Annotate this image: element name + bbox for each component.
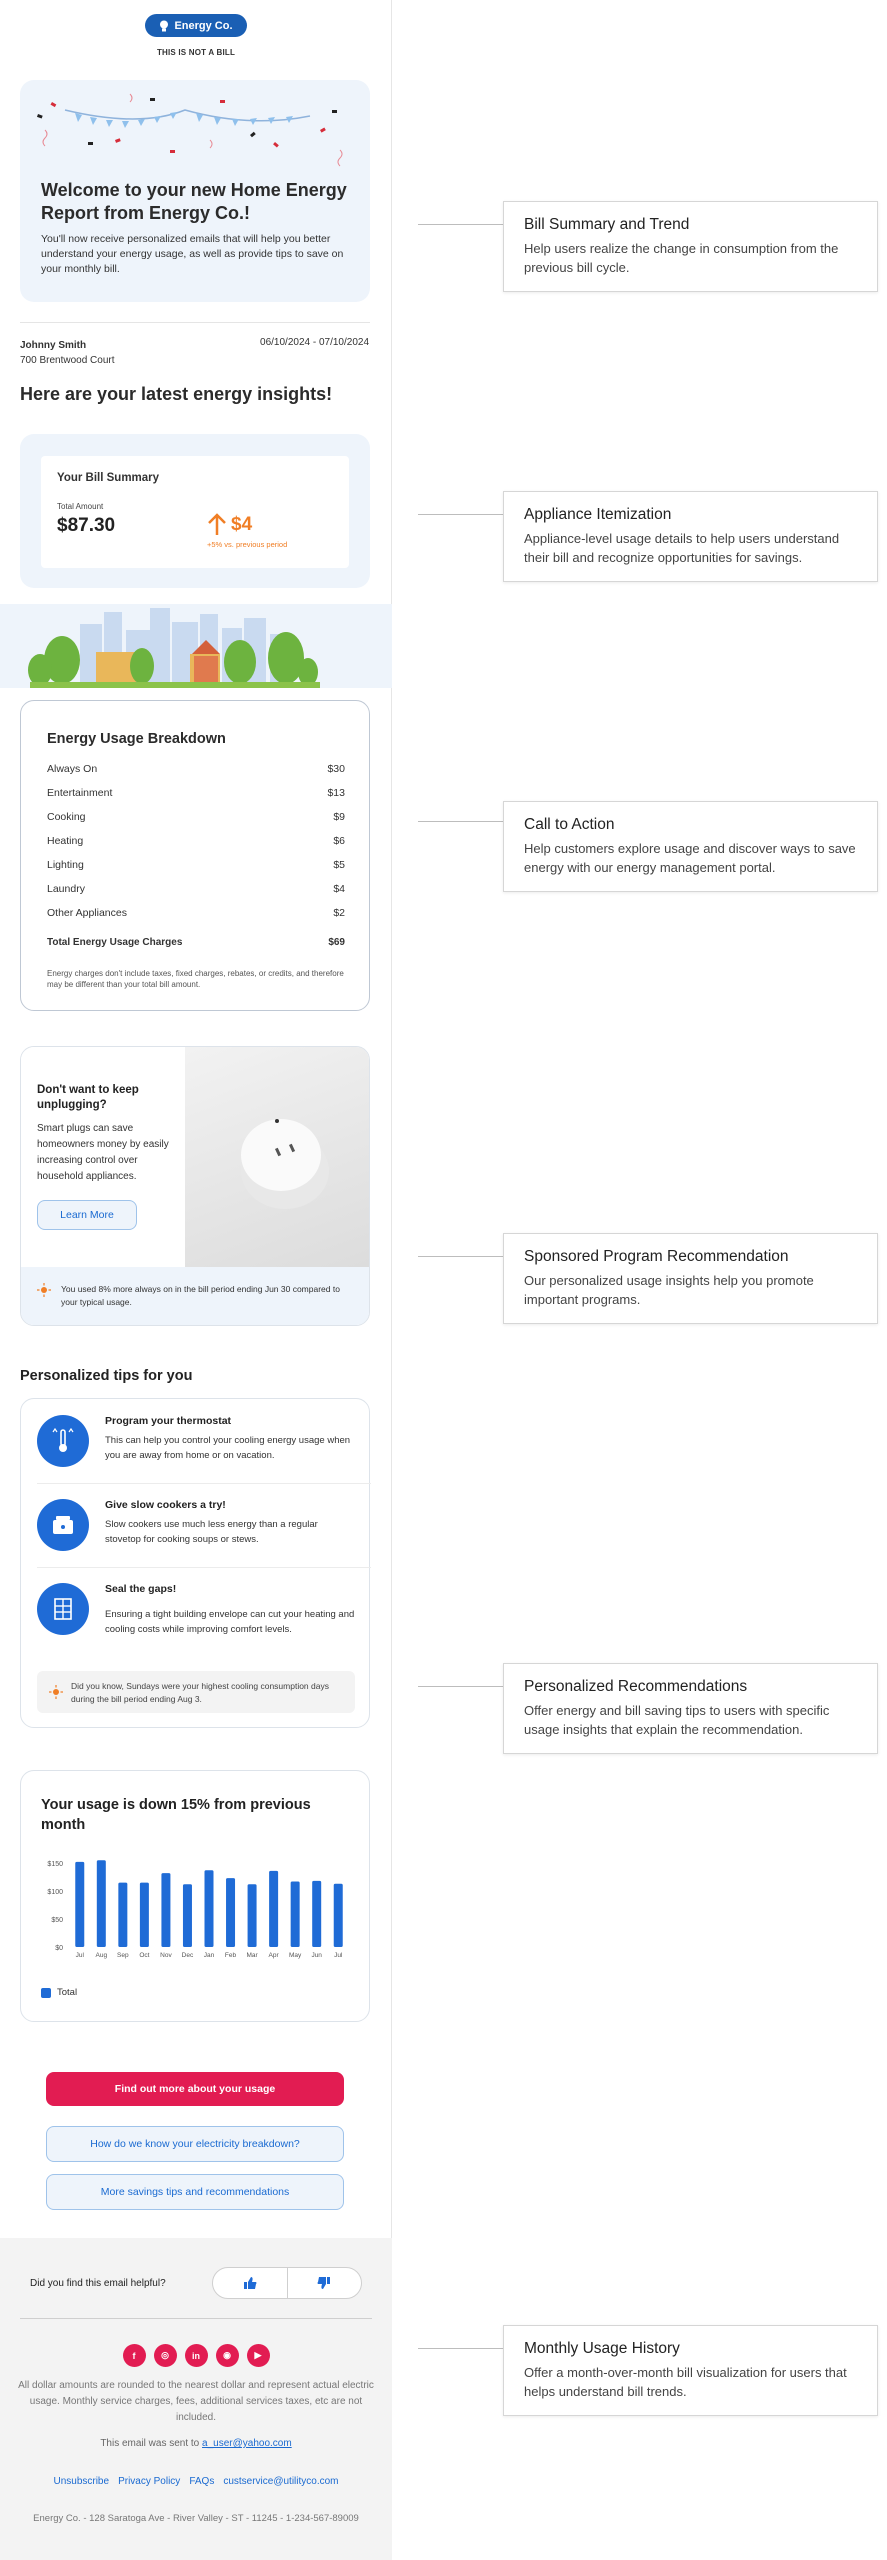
tip-title: Give slow cookers a try!	[105, 1499, 226, 1511]
annotation-connector	[418, 2348, 504, 2349]
sent-to	[0, 2438, 392, 2449]
city-skyline-image	[0, 604, 392, 688]
footer-disclaimer: All dollar amounts are rounded to the nearest dollar and represent actual electric usage. Monthly service charges, fees, additional services taxes, etc are not included.	[18, 2380, 374, 2423]
lightbulb-icon	[159, 20, 169, 32]
usage-row	[47, 763, 345, 775]
x-tick-label: Jan	[203, 1952, 215, 1959]
annotation-body: Offer a month-over-month bill visualization for users that helps understand bill trends.	[524, 2365, 847, 2399]
confetti-bunting-illustration	[20, 80, 370, 170]
chart-legend	[41, 1987, 77, 1998]
smart-plug-promo	[20, 1046, 370, 1326]
promo-body: Smart plugs can save homeowners money by easily increasing control over household appliances.	[37, 1123, 169, 1182]
annotation-body: Help users realize the change in consumption from the previous bill cycle.	[524, 241, 839, 275]
divider	[37, 1567, 371, 1568]
usage-total-value: $69	[328, 937, 345, 948]
thumbs-up-icon	[243, 2276, 257, 2290]
usage-value: $30	[327, 763, 345, 775]
annotation-body: Our personalized usage insights help you promote important programs.	[524, 1273, 814, 1307]
city-illustration	[0, 604, 392, 688]
annotation-card	[503, 801, 878, 892]
annotation-title: Call to Action	[524, 816, 615, 833]
legend-swatch	[41, 1988, 51, 1998]
annotation-title: Sponsored Program Recommendation	[524, 1248, 789, 1265]
chart-title: Your usage is down 15% from previous month	[41, 1797, 311, 1833]
y-tick-label: $150	[47, 1861, 63, 1868]
annotation-body: Help customers explore usage and discover ways to save energy with our energy management portal.	[524, 841, 856, 875]
chart-bar	[291, 1881, 300, 1947]
promo-insight	[21, 1267, 370, 1326]
annotation-title: Personalized Recommendations	[524, 1678, 748, 1695]
chart-bar	[248, 1884, 257, 1947]
smart-plug-icon	[185, 1047, 370, 1267]
usage-value: $6	[333, 835, 345, 847]
privacy-policy-link[interactable]: Privacy Policy	[118, 2476, 181, 2487]
annotation-card	[503, 201, 878, 292]
y-tick-label: $50	[51, 1917, 63, 1924]
promo-copy	[21, 1047, 185, 1267]
x-tick-label: Nov	[160, 1952, 172, 1959]
x-tick-label: Jul	[75, 1952, 84, 1959]
x-tick-label: Feb	[224, 1952, 237, 1959]
chart-bar	[161, 1873, 170, 1947]
welcome-body: You'll now receive personalized emails that will help you better understand your energy usage, as well as provide tips to save on your monthly bill.	[41, 233, 344, 275]
tips-heading: Personalized tips for you	[20, 1368, 193, 1384]
welcome-banner	[20, 80, 370, 302]
unsubscribe-link[interactable]: Unsubscribe	[53, 2476, 110, 2487]
company-address: Energy Co. - 128 Saratoga Ave - River Valley - ST - 11245 - 1-234-567-89009	[33, 2513, 359, 2524]
email-footer	[0, 2238, 392, 2560]
usage-label: Heating	[47, 835, 84, 847]
brand-logo	[145, 14, 247, 37]
sun-icon	[37, 1283, 51, 1297]
sent-to-label: This email was sent to	[100, 2438, 200, 2449]
usage-disclaimer: Energy charges don't include taxes, fixed charges, rebates, or credits, and therefore may be different than your total bill amount.	[47, 969, 344, 989]
usage-label: Other Appliances	[47, 907, 127, 919]
annotation-body: Appliance-level usage details to help users understand their bill and recognize opportunities for savings.	[524, 531, 840, 565]
pinterest-icon[interactable]: ◉	[216, 2344, 239, 2367]
annotation-connector	[418, 1686, 504, 1687]
x-tick-label: Mar	[246, 1952, 258, 1959]
annotation-card	[503, 491, 878, 582]
bill-change-note: +5% vs. previous period	[207, 540, 288, 549]
promo-title: Don't want to keep unplugging?	[37, 1084, 139, 1111]
total-amount: $87.30	[57, 515, 116, 536]
total-amount-label: Total Amount	[57, 502, 104, 511]
email-preview	[0, 0, 392, 2560]
chart-bar	[226, 1878, 235, 1947]
social-links	[0, 2344, 392, 2367]
find-out-more-button[interactable]: Find out more about your usage	[46, 2072, 344, 2106]
bill-summary-section	[20, 434, 370, 588]
x-tick-label: Aug	[95, 1952, 108, 1959]
annotation-connector	[418, 821, 504, 822]
annotation-connector	[418, 224, 504, 225]
divider	[20, 322, 370, 323]
annotation-card	[503, 2325, 878, 2416]
chart-bar	[205, 1870, 214, 1947]
not-a-bill-notice: THIS IS NOT A BILL	[156, 48, 236, 57]
chart-bar	[269, 1871, 278, 1947]
tip-body: Ensuring a tight building envelope can cut your heating and cooling costs while improving comfort levels.	[105, 1609, 355, 1635]
usage-label: Laundry	[47, 883, 85, 895]
chart-bar	[75, 1862, 84, 1947]
usage-label: Cooking	[47, 811, 86, 823]
brand-name: Energy Co.	[174, 19, 233, 32]
usage-row	[47, 811, 345, 823]
usage-row	[47, 907, 345, 919]
customer-name: Johnny Smith	[20, 340, 87, 351]
usage-history-chart	[20, 1770, 370, 2022]
chart-bar	[140, 1883, 149, 1947]
x-tick-label: Sep	[117, 1952, 129, 1959]
electricity-breakdown-button[interactable]: How do we know your electricity breakdown?	[46, 2126, 344, 2162]
usage-value: $5	[333, 859, 345, 871]
usage-total-label: Total Energy Usage Charges	[47, 937, 183, 948]
tips-insight	[37, 1671, 355, 1713]
usage-total-row	[47, 937, 345, 948]
smart-plug-image	[185, 1047, 370, 1267]
usage-label: Always On	[47, 763, 98, 775]
tip-title: Seal the gaps!	[105, 1583, 177, 1595]
annotation-card	[503, 1663, 878, 1754]
usage-row	[47, 835, 345, 847]
footer-links	[0, 2476, 392, 2487]
annotation-connector	[418, 1256, 504, 1257]
annotation-title: Monthly Usage History	[524, 2340, 680, 2357]
promo-insight-text: You used 8% more always on in the bill period ending Jun 30 compared to your typical usage.	[61, 1284, 340, 1307]
faqs-link[interactable]: FAQs	[189, 2476, 215, 2487]
usage-value: $9	[333, 811, 345, 823]
customer-service-email-link[interactable]: custservice@utilityco.com	[223, 2476, 339, 2487]
usage-value: $2	[333, 907, 345, 919]
x-tick-label: May	[289, 1952, 302, 1959]
tip-body: This can help you control your cooling energy usage when you are away from home or on vacation.	[105, 1435, 351, 1461]
x-tick-label: Dec	[181, 1952, 194, 1959]
x-tick-label: Apr	[268, 1952, 279, 1959]
annotation-title: Appliance Itemization	[524, 506, 672, 523]
usage-label: Lighting	[47, 859, 84, 871]
window-seal-icon	[37, 1583, 89, 1635]
y-tick-label: $100	[47, 1889, 63, 1896]
annotation-body: Offer energy and bill saving tips to users with specific usage insights that explain the recommendation.	[524, 1703, 830, 1737]
bar-chart	[35, 1857, 357, 1977]
annotation-card	[503, 1233, 878, 1324]
usage-row	[47, 883, 345, 895]
linkedin-icon[interactable]: in	[185, 2344, 208, 2367]
thumbs-down-icon	[317, 2276, 331, 2290]
thumbs-up-button[interactable]	[213, 2268, 287, 2298]
usage-value: $4	[333, 883, 345, 895]
billing-period: 06/10/2024 - 07/10/2024	[260, 337, 369, 348]
energy-usage-breakdown	[20, 700, 370, 1011]
chart-bar	[118, 1883, 127, 1947]
x-tick-label: Jul	[334, 1952, 343, 1959]
annotation-title: Bill Summary and Trend	[524, 216, 690, 233]
y-tick-label: $0	[55, 1945, 63, 1952]
x-tick-label: Jun	[311, 1952, 322, 1959]
chart-bar	[334, 1884, 343, 1947]
tips-card	[20, 1398, 370, 1728]
annotation-connector	[418, 514, 504, 515]
recipient-email-link[interactable]: a_user@yahoo.com	[202, 2438, 292, 2449]
divider	[20, 2318, 372, 2319]
bill-change-value: $4	[231, 514, 253, 535]
customer-address: 700 Brentwood Court	[20, 355, 115, 366]
bill-summary-title: Your Bill Summary	[57, 472, 160, 484]
legend-label: Total	[57, 1987, 78, 1998]
savings-tips-button[interactable]: More savings tips and recommendations	[46, 2174, 344, 2210]
usage-label: Entertainment	[47, 787, 113, 799]
bill-change	[207, 513, 252, 537]
tip-title: Program your thermostat	[105, 1415, 232, 1427]
youtube-icon[interactable]: ▶	[247, 2344, 270, 2367]
thumbs-down-button[interactable]	[287, 2268, 362, 2298]
bill-summary-card	[41, 456, 349, 568]
tips-insight-text: Did you know, Sundays were your highest cooling consumption days during the bill period ending Aug 3.	[71, 1681, 329, 1704]
facebook-icon[interactable]: f	[123, 2344, 146, 2367]
thermostat-icon	[37, 1415, 89, 1467]
usage-value: $13	[327, 787, 345, 799]
tip-body: Slow cookers use much less energy than a regular stovetop for cooking soups or stews.	[105, 1519, 318, 1545]
slow-cooker-icon	[37, 1499, 89, 1551]
chart-bar	[312, 1881, 321, 1947]
usage-breakdown-title: Energy Usage Breakdown	[47, 731, 226, 747]
feedback-vote	[212, 2267, 362, 2299]
x-tick-label: Oct	[139, 1952, 150, 1959]
instagram-icon[interactable]: ◎	[154, 2344, 177, 2367]
sun-icon	[49, 1685, 63, 1699]
chart-bar	[97, 1860, 106, 1947]
usage-row	[47, 859, 345, 871]
learn-more-button[interactable]: Learn More	[37, 1200, 137, 1230]
divider	[37, 1483, 371, 1484]
welcome-title: Welcome to your new Home Energy Report from Energy Co.!	[41, 180, 347, 223]
chart-bar	[183, 1884, 192, 1947]
arrow-up-icon	[207, 513, 227, 537]
insights-title: Here are your latest energy insights!	[20, 384, 333, 404]
feedback-question: Did you find this email helpful?	[30, 2278, 166, 2289]
usage-row	[47, 787, 345, 799]
